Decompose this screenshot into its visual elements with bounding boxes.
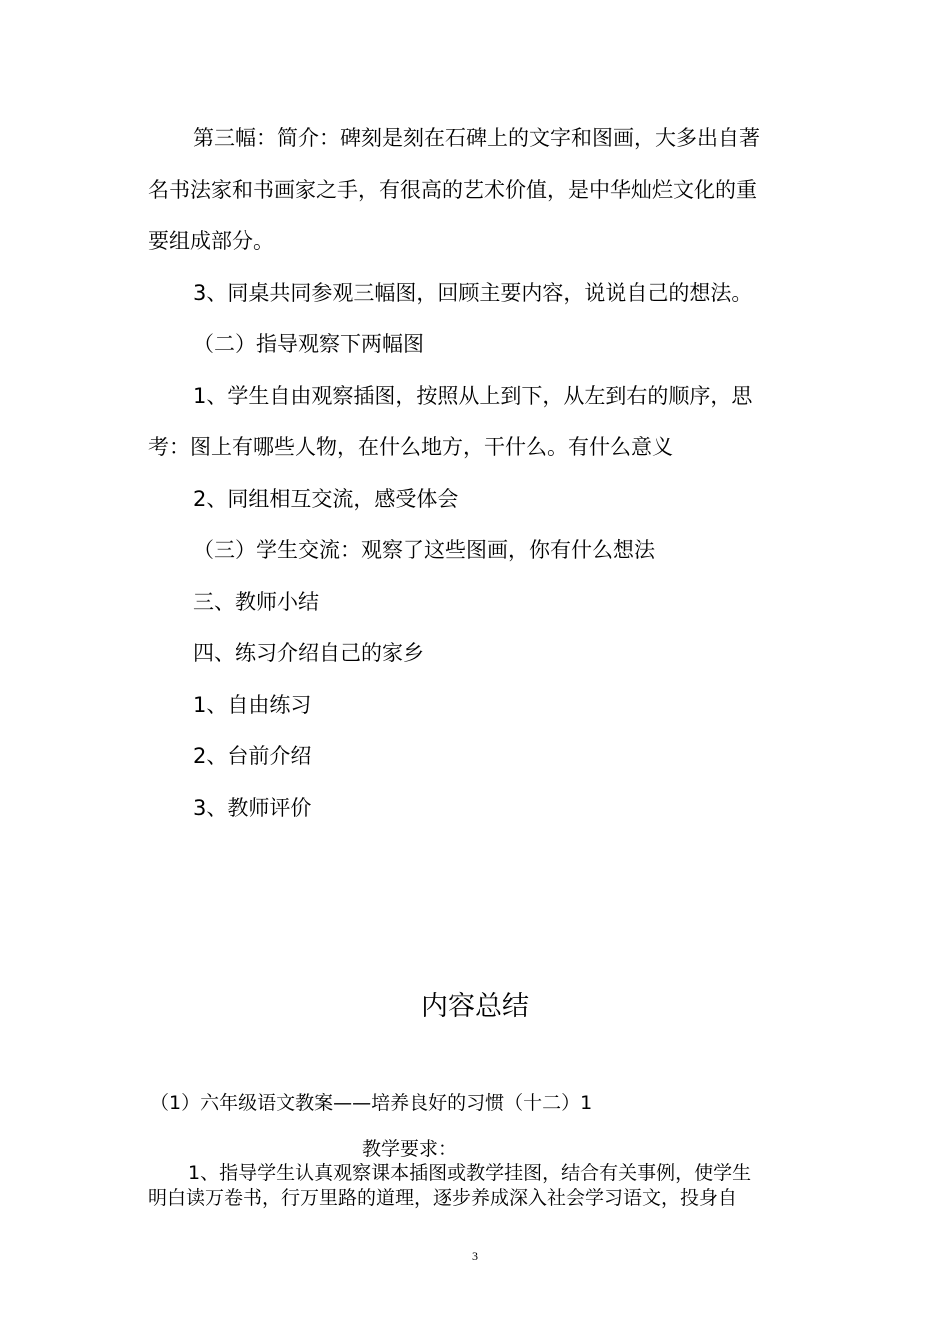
section-heading: （三）学生交流：观察了这些图画，你有什么想法 [193,538,655,562]
list-item: 2、同组相互交流，感受体会 [193,487,459,511]
paragraph-line: 要组成部分。 [148,229,274,253]
paragraph-line: 第三幅：简介：碑刻是刻在石碑上的文字和图画，大多出自著 [193,126,760,150]
section-heading: 三、教师小结 [193,590,319,614]
summary-title: 内容总结 [421,991,529,1022]
page-number: 3 [472,1249,478,1263]
requirements-line: 明白读万卷书，行万里路的道理，逐步养成深入社会学习语文，投身自 [148,1187,738,1209]
list-item: 3、教师评价 [193,796,312,820]
section-heading: （二）指导观察下两幅图 [193,332,424,356]
paragraph-line: 考：图上有哪些人物，在什么地方，干什么。有什么意义 [148,435,673,459]
paragraph-line: 名书法家和书画家之手，有很高的艺术价值，是中华灿烂文化的重 [148,178,757,202]
list-item: 3、同桌共同参观三幅图，回顾主要内容，说说自己的想法。 [193,281,753,305]
list-item: 2、台前介绍 [193,744,312,768]
list-item: 1、自由练习 [193,693,312,717]
section-heading: 四、练习介绍自己的家乡 [193,641,424,665]
requirements-label: 教学要求： [362,1138,458,1160]
summary-item-heading: （1）六年级语文教案——培养良好的习惯（十二）1 [150,1092,593,1114]
list-item: 1、学生自由观察插图，按照从上到下，从左到右的顺序，思 [193,384,753,408]
requirements-line: 1、指导学生认真观察课本插图或教学挂图，结合有关事例，使学生 [188,1162,752,1184]
